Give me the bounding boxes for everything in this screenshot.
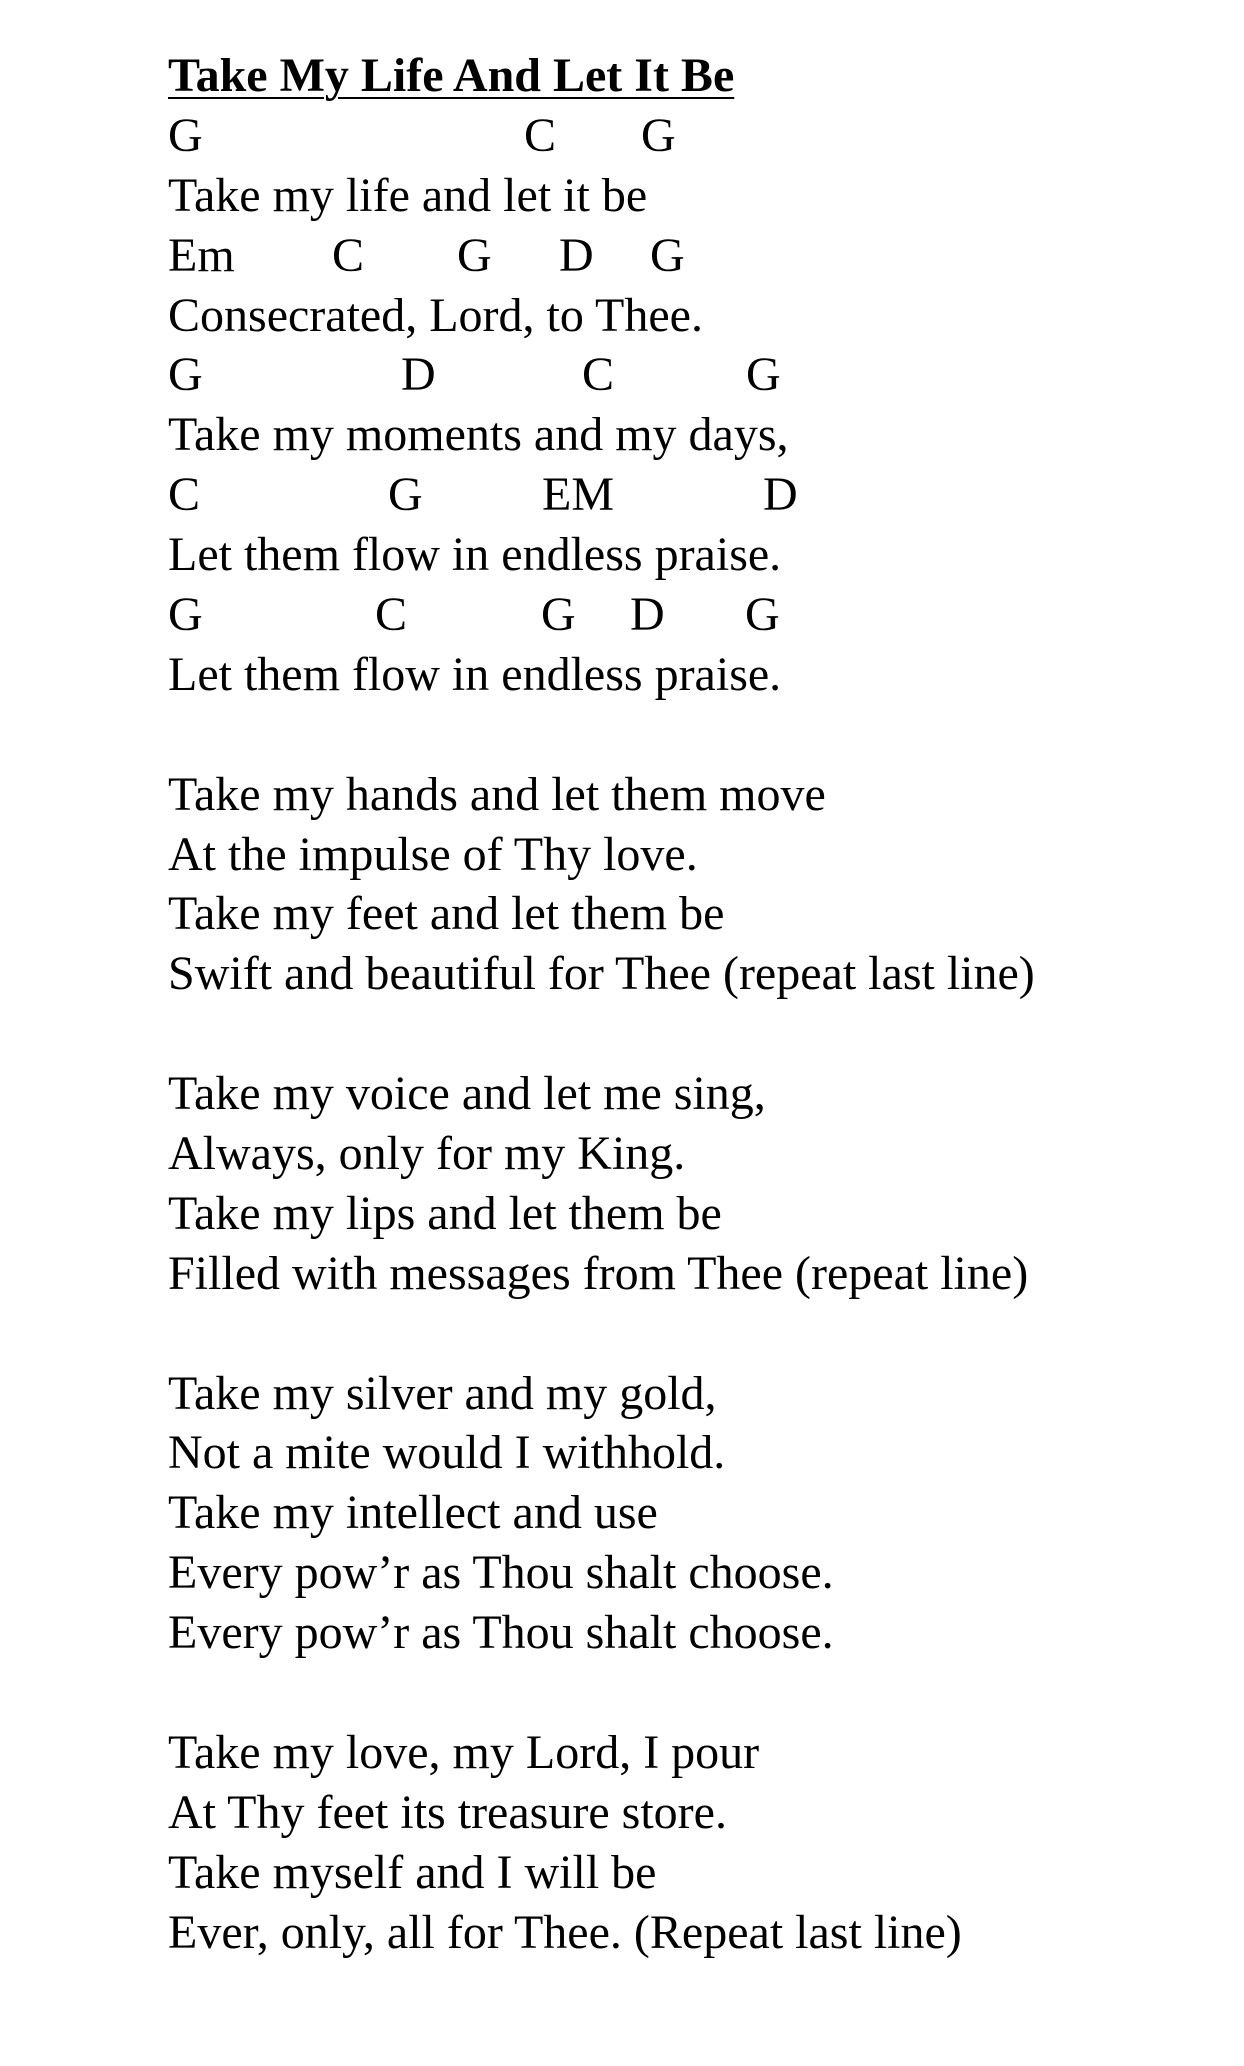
- chord: G: [168, 588, 203, 642]
- chord: EM: [542, 468, 614, 522]
- lyric-line: At Thy feet its treasure store.: [168, 1785, 727, 1839]
- chord: G: [641, 108, 676, 162]
- chord-line: [168, 345, 1208, 405]
- chord: C: [524, 108, 557, 162]
- chord: D: [630, 588, 665, 642]
- lyric-line: Take my moments and my days,: [168, 408, 789, 462]
- chord: D: [401, 348, 436, 402]
- lyric-line: Take my feet and let them be: [168, 887, 725, 941]
- chord-line: [168, 585, 1208, 645]
- lyric-line: Always, only for my King.: [168, 1127, 686, 1181]
- lyric-line: At the impulse of Thy love.: [168, 827, 698, 881]
- chord: G: [541, 588, 576, 642]
- chord-line: [168, 226, 1208, 286]
- lyric-line: Swift and beautiful for Thee (repeat last line): [168, 947, 1035, 1001]
- lyric-line: Every pow’r as Thou shalt choose.: [168, 1546, 834, 1600]
- lyric-line: Take my intellect and use: [168, 1486, 658, 1540]
- chord-line: [168, 465, 1208, 525]
- chord: D: [763, 468, 798, 522]
- chord: G: [168, 108, 203, 162]
- lyric-line: Take myself and I will be: [168, 1845, 657, 1899]
- lyric-line: Let them flow in endless praise.: [168, 528, 782, 582]
- lyric-line: Not a mite would I withhold.: [168, 1426, 726, 1480]
- lyric-line: Consecrated, Lord, to Thee.: [168, 288, 703, 342]
- chord: G: [650, 228, 685, 282]
- chord: C: [582, 348, 615, 402]
- chord: G: [168, 348, 203, 402]
- song-sheet: [168, 46, 1208, 1963]
- stanza-break: [168, 1004, 1208, 1064]
- song-title: Take My Life And Let It Be: [168, 49, 735, 102]
- chord: D: [559, 228, 594, 282]
- lyric-line: Take my voice and let me sing,: [168, 1067, 766, 1121]
- chord: C: [332, 228, 365, 282]
- chord: G: [388, 468, 423, 522]
- lyric-line: Take my lips and let them be: [168, 1186, 722, 1240]
- lyric-line: Take my love, my Lord, I pour: [168, 1725, 760, 1779]
- lyric-line: Every pow’r as Thou shalt choose.: [168, 1606, 834, 1660]
- lyric-line: Ever, only, all for Thee. (Repeat last line): [168, 1905, 962, 1959]
- stanza-break: [168, 1304, 1208, 1364]
- chord: G: [745, 588, 780, 642]
- stanza-break: [168, 705, 1208, 765]
- stanza-break: [168, 1663, 1208, 1723]
- chord: G: [457, 228, 492, 282]
- lyric-line: Take my life and let it be: [168, 168, 648, 222]
- lyric-line: Take my hands and let them move: [168, 767, 826, 821]
- chord: Em: [168, 228, 235, 282]
- chord: G: [746, 348, 781, 402]
- chord: C: [375, 588, 408, 642]
- chord: C: [168, 468, 201, 522]
- lyric-line: Take my silver and my gold,: [168, 1366, 717, 1420]
- lyric-line: Let them flow in endless praise.: [168, 647, 782, 701]
- chord-line: [168, 106, 1208, 166]
- lyric-line: Filled with messages from Thee (repeat line): [168, 1246, 1029, 1300]
